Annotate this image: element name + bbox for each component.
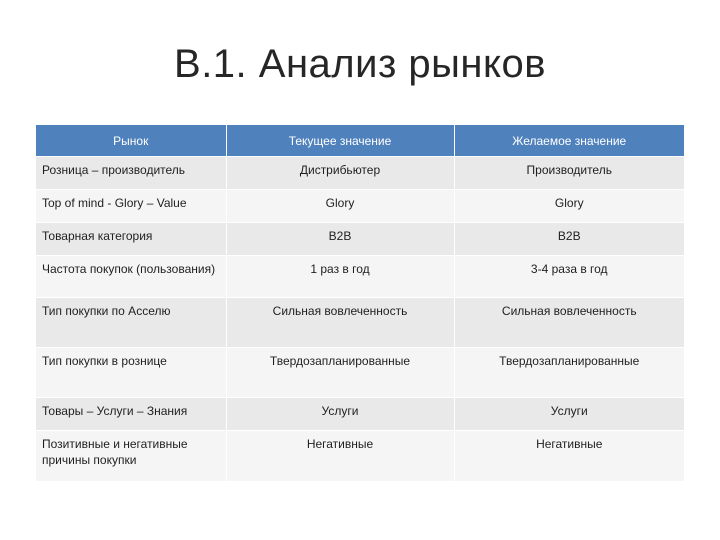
header-market: Рынок (36, 125, 226, 157)
cell-current: Твердозапланированные (226, 348, 454, 398)
cell-market: Позитивные и негативные причины покупки (36, 431, 226, 481)
market-analysis-table (36, 125, 684, 481)
cell-desired: Услуги (454, 398, 684, 431)
cell-desired: Сильная вовлеченность (454, 298, 684, 348)
cell-current: Дистрибьютер (226, 157, 454, 190)
cell-desired: Твердозапланированные (454, 348, 684, 398)
cell-current: Сильная вовлеченность (226, 298, 454, 348)
cell-current: Негативные (226, 431, 454, 481)
cell-market: Top of mind - Glory – Value (36, 190, 226, 223)
cell-market: Товарная категория (36, 223, 226, 256)
cell-desired: Glory (454, 190, 684, 223)
table-row (36, 398, 684, 431)
table-row (36, 298, 684, 348)
cell-market: Розница – производитель (36, 157, 226, 190)
cell-current: B2B (226, 223, 454, 256)
table-row (36, 223, 684, 256)
header-current-value: Текущее значение (226, 125, 454, 157)
table-row (36, 431, 684, 481)
cell-desired: Производитель (454, 157, 684, 190)
slide-title: B.1. Анализ рынков (174, 42, 546, 86)
cell-market: Частота покупок (пользования) (36, 256, 226, 298)
cell-desired: Негативные (454, 431, 684, 481)
cell-current: 1 раз в год (226, 256, 454, 298)
cell-desired: 3-4 раза в год (454, 256, 684, 298)
table-row (36, 190, 684, 223)
cell-market: Тип покупки по Асселю (36, 298, 226, 348)
cell-current: Glory (226, 190, 454, 223)
table-header-row (36, 125, 684, 157)
table-row (36, 157, 684, 190)
cell-desired: B2B (454, 223, 684, 256)
table-row (36, 256, 684, 298)
header-desired-value: Желаемое значение (454, 125, 684, 157)
table-row (36, 348, 684, 398)
cell-market: Тип покупки в рознице (36, 348, 226, 398)
cell-market: Товары – Услуги – Знания (36, 398, 226, 431)
cell-current: Услуги (226, 398, 454, 431)
